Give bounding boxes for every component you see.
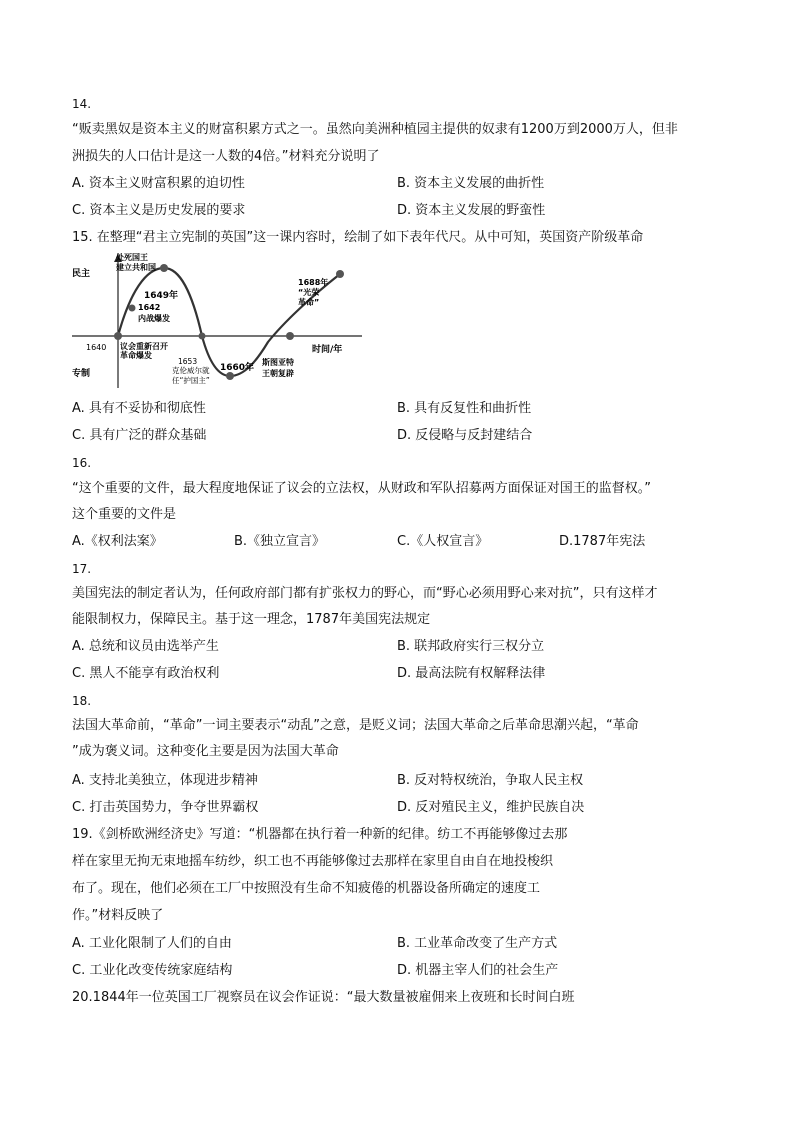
q17-number: 17. (72, 562, 92, 576)
q19-option-b[interactable]: B. 工业革命改变了生产方式 (397, 936, 558, 951)
note-1640-b: 革命爆发 (120, 351, 152, 360)
q14-option-d[interactable]: D. 资本主义发展的野蛮性 (397, 203, 546, 218)
q17-stem-line1: 美国宪法的制定者认为，任何政府部门都有扩张权力的野心，而“野心必须用野心来对抗”，只有这样才 (72, 586, 658, 601)
q15-option-a[interactable]: A. 具有不妥协和彻底性 (72, 401, 206, 416)
q16-option-c[interactable]: C.《人权宣言》 (397, 534, 489, 549)
q19-option-a[interactable]: A. 工业化限制了人们的自由 (72, 936, 232, 951)
note-1688-b: “光荣 (298, 288, 320, 297)
note-1688-c: 革命” (298, 298, 320, 307)
x-axis-label: 时间/年 (312, 345, 343, 355)
note-restore-a: 斯图亚特 (262, 358, 294, 367)
q16-number: 16. (72, 456, 92, 470)
label-1640: 1640 (86, 343, 107, 352)
q14-stem-line1: “贩卖黑奴是资本主义的财富积累方式之一。虽然向美洲种植园主提供的奴隶有1200万到2000万人，但非 (72, 122, 678, 137)
q18-option-a[interactable]: A. 支持北美独立，体现进步精神 (72, 773, 258, 788)
note-republic-b: 建立共和国 (116, 263, 156, 272)
q18-stem-line2: ”成为褒义词。这种变化主要是因为法国大革命 (72, 744, 339, 759)
note-1642-b: 内战爆发 (138, 314, 170, 323)
q16-stem-line1: “这个重要的文件，最大程度地保证了议会的立法权，从财政和军队招募两方面保证对国王的监督权。” (72, 481, 651, 496)
y-bottom-label: 专制 (72, 369, 91, 379)
q18-option-d[interactable]: D. 反对殖民主义，维护民族自决 (397, 800, 585, 815)
q14-number: 14. (72, 97, 92, 111)
q19-option-d[interactable]: D. 机器主宰人们的社会生产 (397, 963, 559, 978)
note-1653-a: 1653 (178, 357, 198, 366)
q15-option-d[interactable]: D. 反侵略与反封建结合 (397, 428, 533, 443)
note-1660: 1660年 (220, 363, 255, 373)
q19-stem-line4: 作。”材料反映了 (72, 908, 164, 923)
q15-timeline-figure (72, 252, 372, 392)
q17-option-c[interactable]: C. 黑人不能享有政治权利 (72, 666, 220, 681)
q17-stem-line2: 能限制权力，保障民主。基于这一理念，1787年美国宪法规定 (72, 612, 431, 627)
q19-stem-line1: 19.《剑桥欧洲经济史》写道：“机器都在执行着一种新的纪律。纺工不再能够像过去那 (72, 827, 568, 842)
q18-option-b[interactable]: B. 反对特权统治，争取人民主权 (397, 773, 584, 788)
q15-stem: 15. 在整理“君主立宪制的英国”这一课内容时，绘制了如下表年代尺。从中可知，英国资产阶级革命 (72, 230, 644, 245)
q17-option-a[interactable]: A. 总统和议员由选举产生 (72, 639, 219, 654)
q14-stem-line2: 洲损失的人口估计是这一人数的4倍。”材料充分说明了 (72, 149, 380, 164)
q14-option-b[interactable]: B. 资本主义发展的曲折性 (397, 176, 545, 191)
q14-option-a[interactable]: A. 资本主义财富积累的迫切性 (72, 176, 245, 191)
note-1653-c: 任“护国主” (172, 376, 210, 385)
q19-stem-line3: 布了。现在，他们必须在工厂中按照没有生命不知疲倦的机器设备所确定的速度工 (72, 881, 541, 896)
note-1653-b: 克伦威尔就 (172, 366, 210, 375)
q17-option-b[interactable]: B. 联邦政府实行三权分立 (397, 639, 545, 654)
note-republic-a: 处死国王 (116, 253, 148, 262)
note-1640-a: 议会重新召开 (120, 342, 168, 351)
q18-option-c[interactable]: C. 打击英国势力，争夺世界霸权 (72, 800, 259, 815)
q20-stem-line1: 20.1844年一位英国工厂视察员在议会作证说：“最大数量被雇佣来上夜班和长时间白班 (72, 990, 575, 1005)
q18-stem-line1: 法国大革命前，“革命”一词主要表示“动乱”之意，是贬义词；法国大革命之后革命思潮兴起，“革命 (72, 718, 639, 733)
q15-option-b[interactable]: B. 具有反复性和曲折性 (397, 401, 532, 416)
q16-option-a[interactable]: A.《权利法案》 (72, 534, 163, 549)
y-top-label: 民主 (72, 269, 91, 279)
q14-option-c[interactable]: C. 资本主义是历史发展的要求 (72, 203, 246, 218)
note-1649: 1649年 (144, 291, 179, 301)
q18-number: 18. (72, 694, 92, 708)
q19-stem-line2: 样在家里无拘无束地摇车纺纱，织工也不再能够像过去那样在家里自由自在地投梭织 (72, 854, 554, 869)
q16-stem-line2: 这个重要的文件是 (72, 507, 177, 522)
q15-option-c[interactable]: C. 具有广泛的群众基础 (72, 428, 207, 443)
q16-option-b[interactable]: B.《独立宣言》 (234, 534, 326, 549)
note-restore-b: 王朝复辟 (262, 369, 294, 378)
q19-option-c[interactable]: C. 工业化改变传统家庭结构 (72, 963, 233, 978)
note-1688-a: 1688年 (298, 278, 329, 287)
note-1642-a: 1642 (138, 303, 161, 312)
q17-option-d[interactable]: D. 最高法院有权解释法律 (397, 666, 546, 681)
q16-option-d[interactable]: D.1787年宪法 (559, 534, 646, 549)
